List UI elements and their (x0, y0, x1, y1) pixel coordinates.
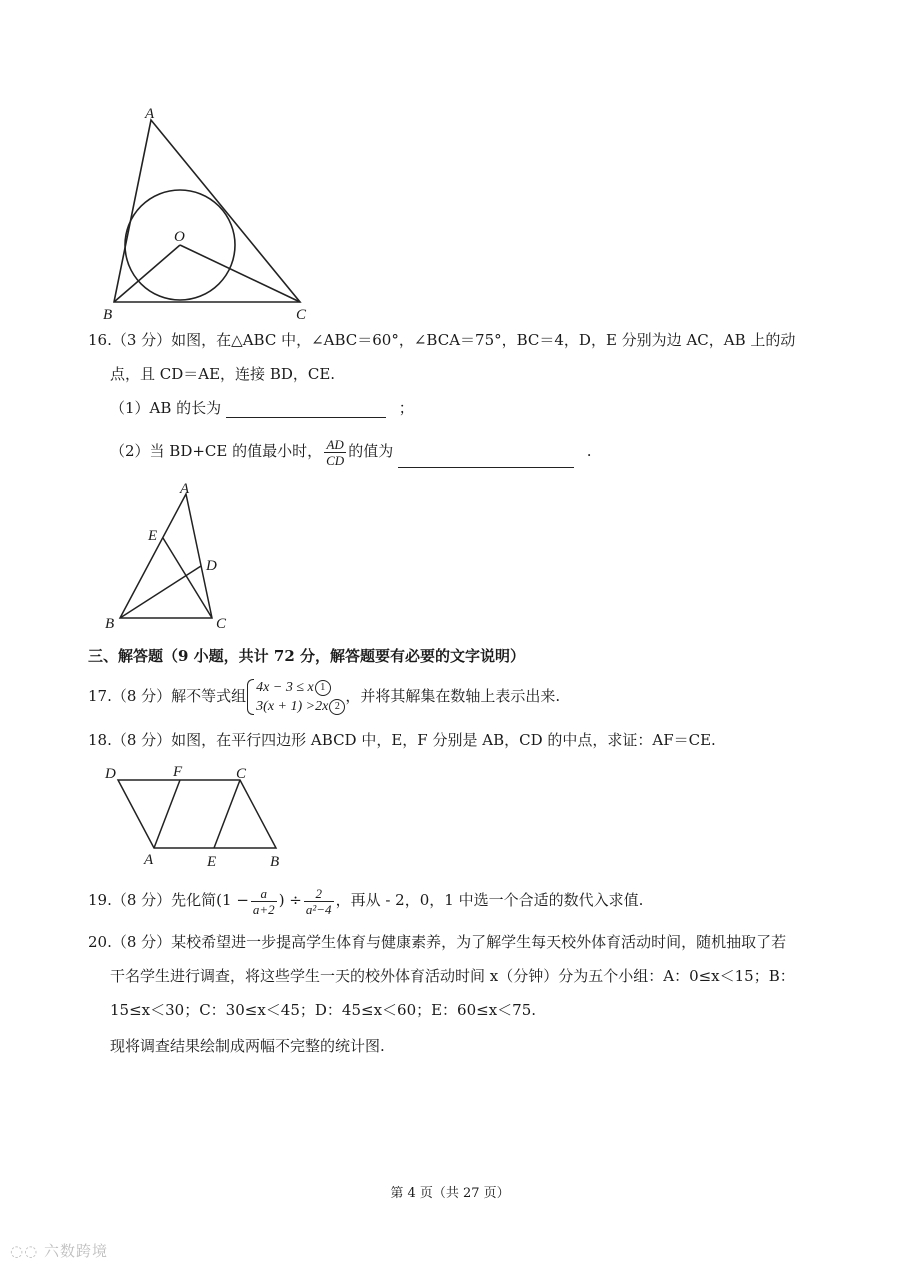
q17-rest: ，并将其解集在数轴上表示出来. (345, 687, 561, 705)
label-c: C (236, 766, 247, 782)
fraction-a-over-a-plus-2: $\frac{a}{a+2}$ (252, 885, 275, 917)
watermark-logo-icon: ◌◌ (10, 1242, 39, 1260)
q17 (88, 676, 560, 716)
label-a: A (145, 106, 155, 122)
q16-part1-end: ； (398, 399, 414, 417)
label-e: E (207, 854, 217, 870)
label-b: B (270, 854, 280, 870)
q19-rest: ，再从 - 2，0，1 中选一个合适的数代入求值. (335, 891, 644, 909)
label-d: D (206, 558, 217, 574)
answer-blank-2[interactable] (398, 451, 574, 468)
figure-triangle-de (100, 478, 240, 634)
q16-part1 (110, 398, 414, 418)
q16-part2-end: . (586, 442, 592, 460)
label-b: B (103, 307, 113, 323)
label-o: O (174, 229, 185, 245)
q19-label: 19.（8 分）先化简(1 − (88, 891, 249, 909)
q17-label: 17.（8 分）解不等式组 (88, 687, 247, 705)
q16-line1: 16.（3 分）如图，在△ABC 中，∠ABC＝60°，∠BCA＝75°，BC＝4，D，E 分别为边 AC，AB 上的动 (88, 331, 796, 349)
q20-line1: 20.（8 分）某校希望进一步提高学生体育与健康素养，为了解学生每天校外体育活动时间，随机抽取了若 (88, 933, 787, 951)
q16-line2: 点，且 CD＝AE，连接 BD，CE. (110, 365, 336, 383)
answer-blank-1[interactable] (226, 401, 386, 418)
q16-part2-label: （2）当 BD+CE 的值最小时， (110, 442, 323, 460)
watermark-text: 六数跨境 (43, 1242, 108, 1260)
label-a: A (144, 852, 154, 868)
fraction-ad-cd: $\frac{AD}{CD}$ (326, 436, 345, 468)
inequality-system: 4x − 3 ≤ x 1 3(x + 1) >2x 2 (246, 678, 345, 716)
q20-line3: 15≤x＜30；C：30≤x＜45；D：45≤x＜60；E：60≤x＜75. (110, 1001, 537, 1019)
label-c: C (216, 616, 227, 632)
q20-line4: 现将调查结果绘制成两幅不完整的统计图. (110, 1037, 385, 1055)
figure-parallelogram (100, 760, 300, 870)
q16-part2 (110, 434, 592, 468)
section-heading: 三、解答题（9 小题，共计 72 分，解答题要有必要的文字说明） (88, 647, 525, 665)
label-f: F (173, 764, 183, 780)
label-e: E (148, 528, 158, 544)
label-a: A (180, 481, 190, 497)
q16-part2-mid: 的值为 (348, 442, 394, 460)
fraction-2-over-a2-minus-4: $\frac{2}{\text{a²−4}}$ (305, 885, 332, 917)
label-b: B (105, 616, 115, 632)
label-c: C (296, 307, 307, 323)
q19-divide: ) ÷ (278, 891, 302, 909)
q18: 18.（8 分）如图，在平行四边形 ABCD 中，E，F 分别是 AB，CD 的中点，求证：AF＝CE. (88, 731, 716, 749)
triangle-abc (114, 120, 300, 302)
q16-part1-label: （1）AB 的长为 (110, 399, 222, 417)
figure-triangle-incircle (100, 100, 320, 325)
page-footer: 第 4 页（共 27 页） (390, 1186, 510, 1201)
label-d: D (105, 766, 116, 782)
q19 (88, 882, 643, 918)
watermark (10, 1240, 108, 1261)
q20-line2: 干名学生进行调查，将这些学生一天的校外体育活动时间 x（分钟）分为五个小组：A：0≤x＜15；B： (110, 967, 795, 985)
